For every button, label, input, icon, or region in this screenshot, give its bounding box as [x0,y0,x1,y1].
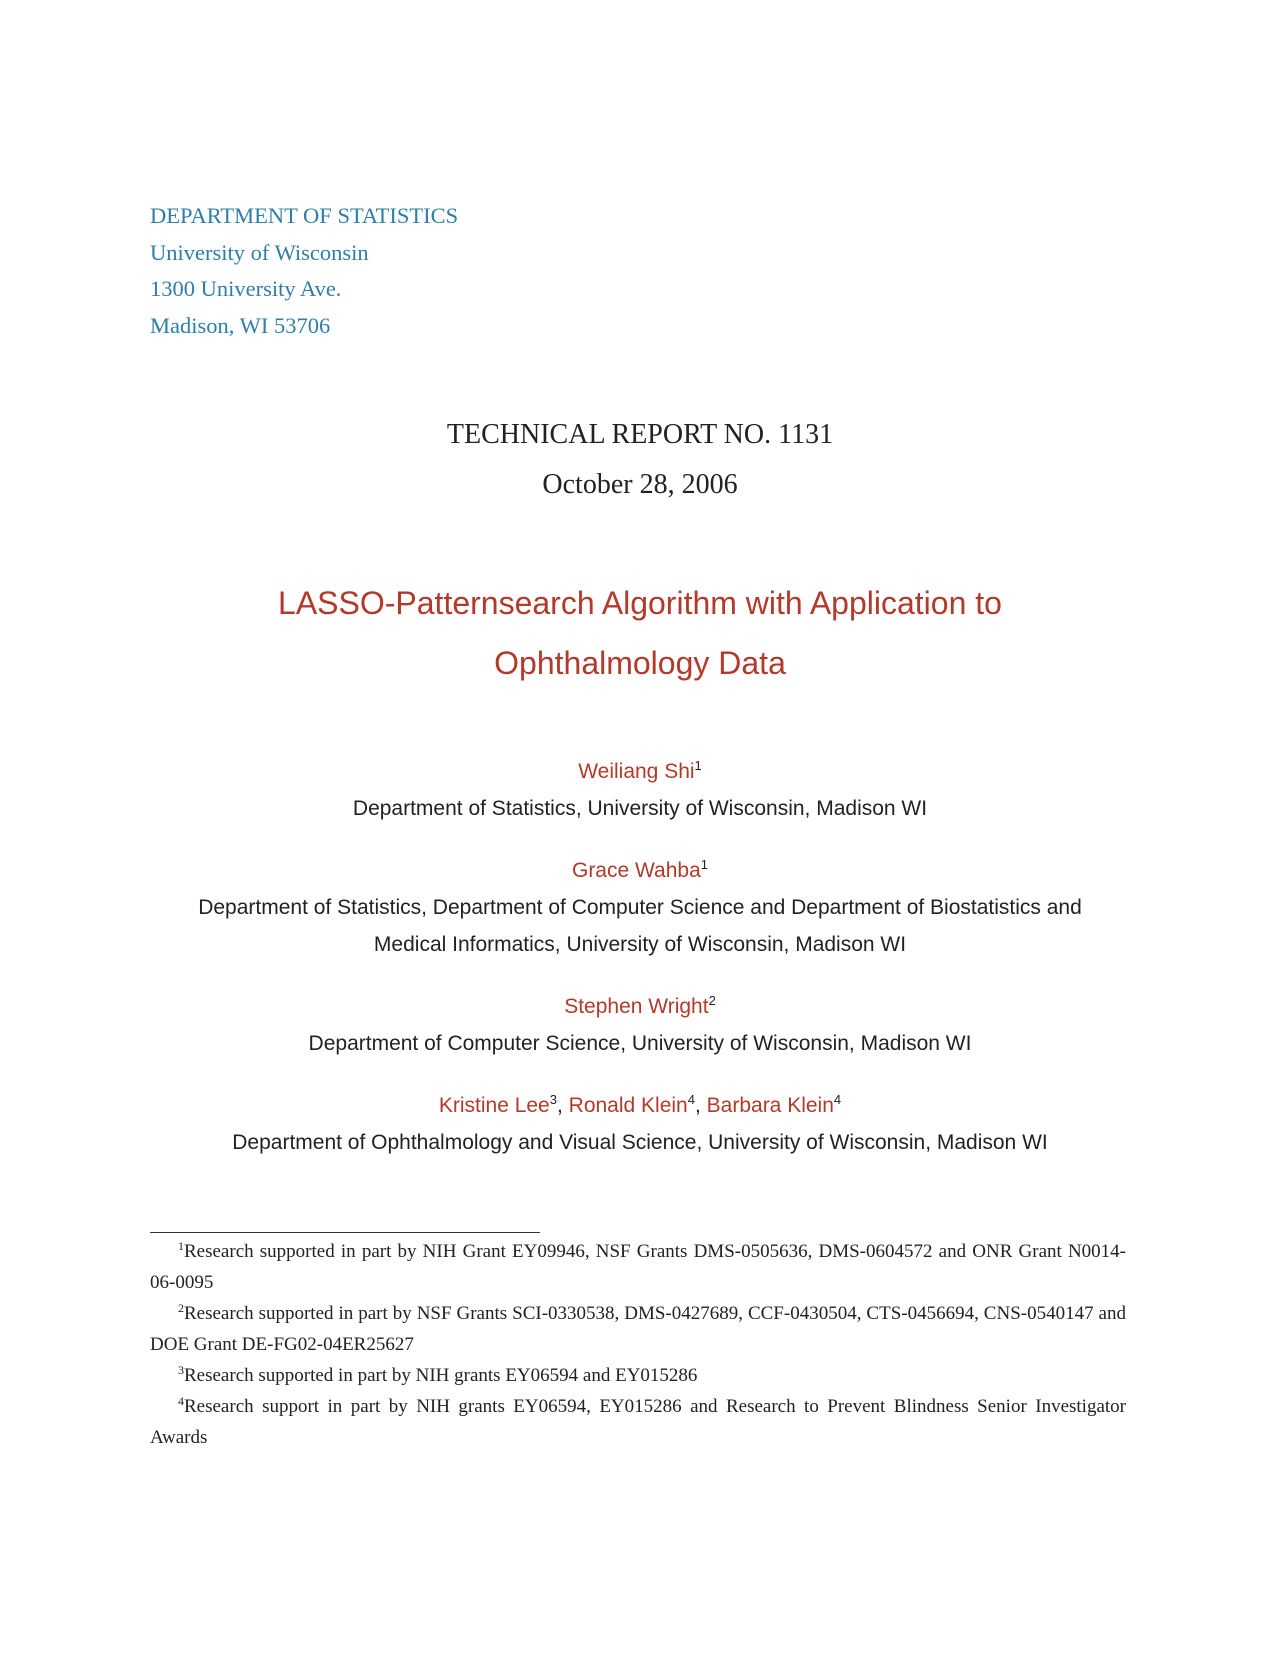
title-line-1: LASSO-Patternsearch Algorithm with Application to [278,585,1002,621]
footnote-2: $^2$Research supported in part by NSF Grants SCI-0330538, DMS-0427689, CCF-0430504, CTS-0456694, CNS-0540147 and DOE Grant DE-FG02-04ER25627 [150,1301,1126,1355]
author-group-ophthalmology [0,1088,1280,1161]
footnote-mark: 1 [178,1239,184,1253]
report-number: TECHNICAL REPORT NO. 1131 [446,419,834,450]
paper-title [0,573,1280,693]
university-name: University of Wisconsin [150,239,369,265]
author-group-wright [0,989,1280,1062]
footnote-mark: 1 [694,758,702,773]
author-affiliation: Department of Ophthalmology and Visual Science, University of Wisconsin, Madison WI [232,1131,1048,1154]
street-address: 1300 University Ave. [150,276,342,301]
footnote-4: $^4$Research support in part by NIH grants EY06594, EY015286 and Research to Prevent Blindness Senior Investigator Awards [150,1394,1126,1448]
author-name: Weiliang Shi$^1$ [578,758,702,783]
title-line-2: Ophthalmology Data [494,645,786,681]
author-name: Stephen Wright$^2$ [564,993,716,1018]
author-name-bklein: Barbara Klein [706,1094,834,1117]
author-affiliation-line-1: Department of Statistics, Department of Computer Science and Department of Biostatistics and [198,896,1082,919]
footnote-3: $^3$Research supported in part by NIH grants EY06594 and EY015286 [178,1363,698,1386]
footnote-mark: 2 [708,993,716,1008]
author-name-lee: Kristine Lee [438,1094,550,1117]
author-name-rklein: Ronald Klein [568,1094,688,1117]
footnote-mark: 1 [700,857,708,872]
author-list [0,754,1280,1187]
author-affiliation-line-2: Medical Informatics, University of Wisconsin, Madison WI [373,933,907,956]
author-group-wahba [0,853,1280,963]
author-affiliation: Department of Computer Science, University of Wisconsin, Madison WI [308,1032,972,1055]
department-name: DEPARTMENT OF STATISTICS [150,203,459,228]
author-separator: , [694,1094,707,1117]
author-names-row [0,1088,1280,1124]
report-info [0,410,1280,510]
footnote-mark: 3 [549,1092,557,1107]
footnote-mark: 2 [178,1301,184,1315]
department-address [150,198,458,344]
footnote-mark: 4 [833,1092,842,1107]
author-group-shi [0,754,1280,827]
footnote-mark: 4 [687,1092,695,1107]
city-address: Madison, WI 53706 [150,312,331,338]
footnote-separator [150,1232,540,1233]
footnotes [150,1236,1126,1453]
author-separator: , [556,1094,569,1117]
footnote-mark: 4 [178,1394,184,1408]
author-affiliation: Department of Statistics, University of Wisconsin, Madison WI [352,797,928,820]
footnote-1: $^1$Research supported in part by NIH Grant EY09946, NSF Grants DMS-0505636, DMS-0604572 and ONR Grant N0014-06-0095 [150,1239,1126,1293]
report-date: October 28, 2006 [542,469,738,500]
footnote-mark: 3 [178,1363,184,1377]
author-name: Grace Wahba$^1$ [571,857,708,882]
